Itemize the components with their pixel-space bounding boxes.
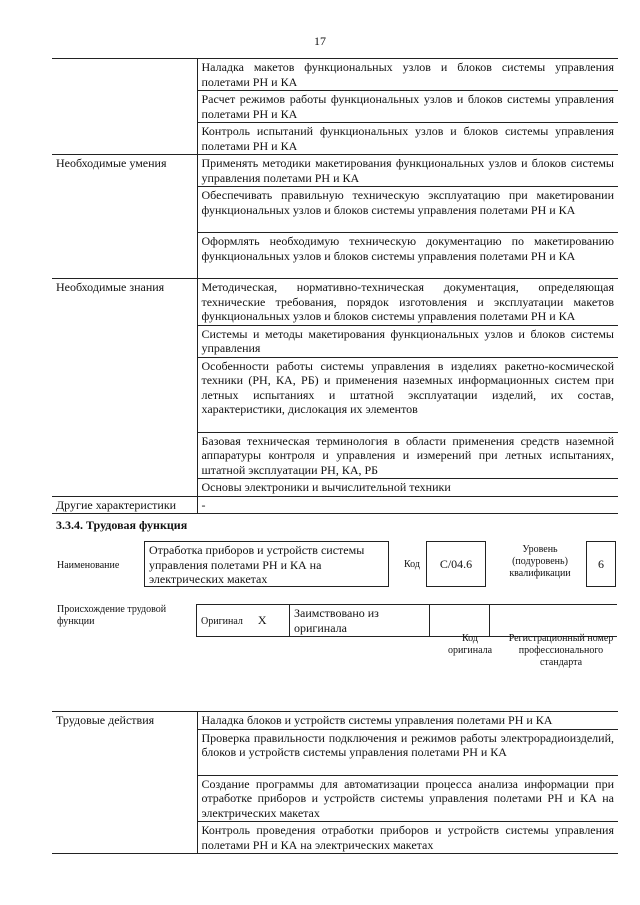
code-label: Код bbox=[404, 559, 420, 570]
table-cell: Базовая техническая терминология в области применения средств наземной аппаратуры контроля и управления и измерений при летных испытаниях, штатной эксплуатации РН, КА, РБ bbox=[197, 432, 618, 479]
row-label-actions: Трудовые действия bbox=[52, 712, 197, 854]
table-cell: Особенности работы системы управления в изделиях ракетно-космической техники (РН, КА, РБ) и применения наземных информационных систем при летных испытаниях и штатной эксплуатации изделий, их состав, характеристики, дислокация их элементов bbox=[197, 357, 618, 432]
competency-table bbox=[52, 58, 618, 514]
table-cell: Обеспечивать правильную техническую эксплуатацию при макетировании функциональных узлов и блоков системы управления полетами РН и КА bbox=[197, 187, 618, 233]
row-label-knowledge: Необходимые знания bbox=[52, 279, 197, 497]
row-label-other: Другие характеристики bbox=[52, 496, 197, 514]
table-cell: - bbox=[197, 496, 618, 514]
table-label-cell bbox=[52, 59, 197, 155]
code-value: С/04.6 bbox=[439, 556, 473, 571]
level-box bbox=[586, 541, 616, 587]
table-cell: Применять методики макетирования функциональных узлов и блоков системы управления полетами РН и КА bbox=[197, 155, 618, 187]
section-heading: 3.3.4. Трудовая функция bbox=[56, 518, 188, 532]
name-label: Наименование bbox=[57, 560, 120, 571]
origin-label: Происхождение трудовой функции bbox=[57, 604, 167, 627]
code-original-caption: Код оригинала bbox=[447, 633, 493, 656]
function-name-value: Отработка приборов и устройств системы управления полетами РН и КА на электрических макетах bbox=[149, 543, 365, 586]
reg-number-cell bbox=[490, 605, 617, 637]
original-mark: X bbox=[257, 613, 267, 627]
table-cell: Создание программы для автоматизации процесса анализа информации при отработке приборов и устройств системы управления полетами РН и КА на электрических макетах bbox=[197, 775, 618, 822]
level-value: 6 bbox=[598, 556, 604, 571]
table-cell: Методическая, нормативно-техническая документация, определяющая технические требования, порядок изготовления и эксплуатации макетов функциональных узлов и блоков системы управления полетами РН и КА bbox=[197, 279, 618, 326]
function-name-box bbox=[144, 541, 389, 587]
reg-number-caption: Регистрационный номер профессионального стандарта bbox=[508, 633, 614, 668]
table-cell: Наладка макетов функциональных узлов и блоков системы управления полетами РН и КА bbox=[197, 59, 618, 91]
table-cell: Расчет режимов работы функциональных узлов и блоков системы управления полетами РН и КА bbox=[197, 91, 618, 123]
row-label-skills: Необходимые умения bbox=[52, 155, 197, 279]
code-original-cell bbox=[430, 605, 490, 637]
table-cell: Наладка блоков и устройств системы управления полетами РН и КА bbox=[197, 712, 618, 730]
table-cell: Основы электроники и вычислительной техники bbox=[197, 479, 618, 497]
table-cell: Контроль проведения отработки приборов и устройств системы управления полетами РН и КА на электрических макетах bbox=[197, 822, 618, 854]
table-cell: Оформлять необходимую техническую документацию по макетированию функциональных узлов и блоков системы управления полетами РН и КА bbox=[197, 233, 618, 279]
table-cell: Контроль испытаний функциональных узлов и блоков системы управления полетами РН и КА bbox=[197, 123, 618, 155]
level-label: Уровень (подуровень) квалификации bbox=[509, 544, 571, 579]
page-number: 17 bbox=[314, 34, 326, 48]
original-cell bbox=[197, 605, 290, 637]
labor-actions-table bbox=[52, 711, 618, 854]
borrowed-label: Заимствовано из оригинала bbox=[290, 605, 430, 637]
table-cell: Системы и методы макетирования функциональных узлов и блоков системы управления bbox=[197, 325, 618, 357]
original-label: Оригинал bbox=[201, 616, 243, 627]
code-box bbox=[426, 541, 486, 587]
table-cell: Проверка правильности подключения и режимов работы электрорадиоизделий, блоков и устройств системы управления полетами РН и КА bbox=[197, 729, 618, 775]
